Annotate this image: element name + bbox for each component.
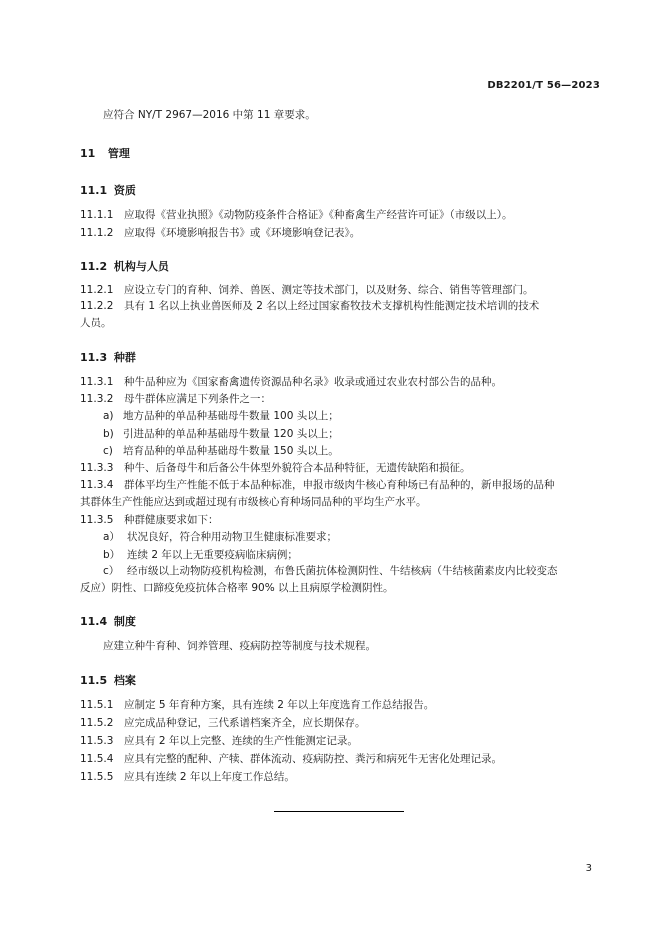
clause-number: 11.3.4: [80, 479, 114, 491]
clause-text-line1: 群体平均生产性能不低于本品种标准，申报市级肉牛核心育种场已有品种的，新申报场的品种: [124, 479, 555, 491]
subsection-number: 11.2: [80, 260, 108, 273]
list-item: [103, 444, 339, 458]
clause-number: 11.1.1: [80, 209, 114, 221]
list-text: 引进品种的单品种基础母牛数量 120 头以上；: [123, 428, 339, 440]
subsection-heading-rules: [80, 613, 136, 629]
clause-text: 应具有 2 年以上完整、连续的生产性能测定记录。: [124, 735, 358, 747]
page-number: 3: [585, 863, 592, 874]
subsection-number: 11.3: [80, 351, 108, 364]
clause-text: 种牛品种应为《国家畜禽遗传资源品种名录》收录或通过农业农村部公告的品种。: [124, 376, 502, 388]
clause-text-line2: 人员。: [80, 316, 112, 329]
subsection-title: 机构与人员: [113, 260, 169, 273]
section-title: 管理: [107, 147, 130, 160]
clause: [80, 752, 502, 766]
list-marker: c）: [103, 565, 120, 577]
clause-number: 11.2.1: [80, 284, 114, 296]
list-text: 地方品种的单品种基础母牛数量 100 头以上；: [123, 410, 339, 422]
subsection-heading-records: [80, 672, 136, 688]
subsection-number: 11.4: [80, 615, 108, 628]
paragraph: 应建立种牛育种、饲养管理、疫病防控等制度与技术规程。: [103, 640, 376, 652]
clause-number: 11.5.3: [80, 735, 114, 747]
document-id: DB2201/T 56—2023: [487, 80, 600, 91]
intro-text: 应符合 NY/T 2967—2016 中第 11 章要求。: [103, 109, 316, 121]
subsection-heading-herd: [80, 349, 136, 365]
clause-multiline: [80, 298, 600, 331]
clause-text: 应取得《环境影响报告书》或《环境影响登记表》。: [124, 227, 361, 239]
clause-number: 11.3.1: [80, 376, 114, 388]
clause-text: 应具有完整的配种、产犊、群体流动、疫病防控、粪污和病死牛无害化处理记录。: [124, 753, 502, 765]
clause: [80, 392, 271, 406]
list-item: [103, 427, 339, 441]
list-item: [103, 409, 339, 423]
list-marker: b）: [103, 549, 121, 561]
list-item: [103, 548, 298, 562]
clause-text-line1: 具有 1 名以上执业兽医师及 2 名以上经过国家畜牧技术支撑机构性能测定技术培训的技术: [124, 300, 540, 312]
clause-number: 11.5.2: [80, 717, 114, 729]
clause-text: 应具有连续 2 年以上年度工作总结。: [124, 771, 295, 783]
clause-number: 11.3.2: [80, 393, 114, 405]
subsection-heading-qualification: [80, 182, 136, 198]
clause: [80, 734, 358, 748]
clause: [80, 375, 502, 389]
list-text-line2: 反应）阴性、口蹄疫免疫抗体合格率 90% 以上且病原学检测阴性。: [80, 581, 394, 594]
subsection-title: 种群: [113, 351, 136, 364]
clause-number: 11.5.5: [80, 771, 114, 783]
clause: [80, 461, 471, 475]
clause-number: 11.3.3: [80, 462, 114, 474]
list-marker: c): [103, 445, 113, 457]
list-marker: a): [103, 410, 114, 422]
clause: [80, 770, 295, 784]
clause-text: 应设立专门的育种、饲养、兽医、测定等技术部门，以及财务、综合、销售等管理部门。: [124, 284, 534, 296]
clause: [80, 226, 360, 240]
subsection-title: 资质: [113, 184, 136, 197]
clause: [80, 513, 219, 527]
clause-text: 应取得《营业执照》《动物防疫条件合格证》《种畜禽生产经营许可证》（市级以上）。: [124, 209, 513, 221]
section-number: 11: [80, 147, 96, 160]
clause-number: 11.1.2: [80, 227, 114, 239]
clause-text: 母牛群体应满足下列条件之一：: [124, 393, 271, 405]
clause-number: 11.3.5: [80, 514, 114, 526]
list-marker: a）: [103, 531, 120, 543]
clause: [80, 208, 513, 222]
list-text-line1: 经市级以上动物防疫机构检测，布鲁氏菌抗体检测阴性、牛结核病（牛结核菌素皮内比较变态: [127, 565, 558, 577]
list-item-multiline: [80, 563, 600, 596]
list-text: 连续 2 年以上无重要疫病临床病例；: [127, 549, 298, 561]
subsection-number: 11.5: [80, 674, 108, 687]
clause-text: 种牛、后备母牛和后备公牛体型外貌符合本品种特征，无遗传缺陷和损征。: [124, 462, 471, 474]
subsection-heading-organization: [80, 258, 169, 274]
clause-number: 11.2.2: [80, 300, 114, 312]
clause-multiline: [80, 477, 600, 510]
clause-text: 应完成品种登记，三代系谱档案齐全，应长期保存。: [124, 717, 366, 729]
end-rule: [274, 811, 404, 812]
section-heading: [80, 145, 130, 161]
clause-number: 11.5.4: [80, 753, 114, 765]
list-text: 状况良好，符合种用动物卫生健康标准要求；: [127, 531, 337, 543]
list-item: [103, 530, 337, 544]
clause-text-line2: 其群体生产性能应达到或超过现有市级核心育种场同品种的平均生产水平。: [80, 495, 427, 508]
clause: [80, 283, 534, 297]
list-marker: b): [103, 428, 114, 440]
clause-number: 11.5.1: [80, 699, 114, 711]
list-text: 培育品种的单品种基础母牛数量 150 头以上。: [123, 445, 339, 457]
clause-text: 应制定 5 年育种方案，具有连续 2 年以上年度选育工作总结报告。: [124, 699, 435, 711]
subsection-title: 档案: [113, 674, 136, 687]
clause-text: 种群健康要求如下：: [124, 514, 219, 526]
subsection-title: 制度: [113, 615, 136, 628]
clause: [80, 698, 434, 712]
subsection-number: 11.1: [80, 184, 108, 197]
clause: [80, 716, 366, 730]
